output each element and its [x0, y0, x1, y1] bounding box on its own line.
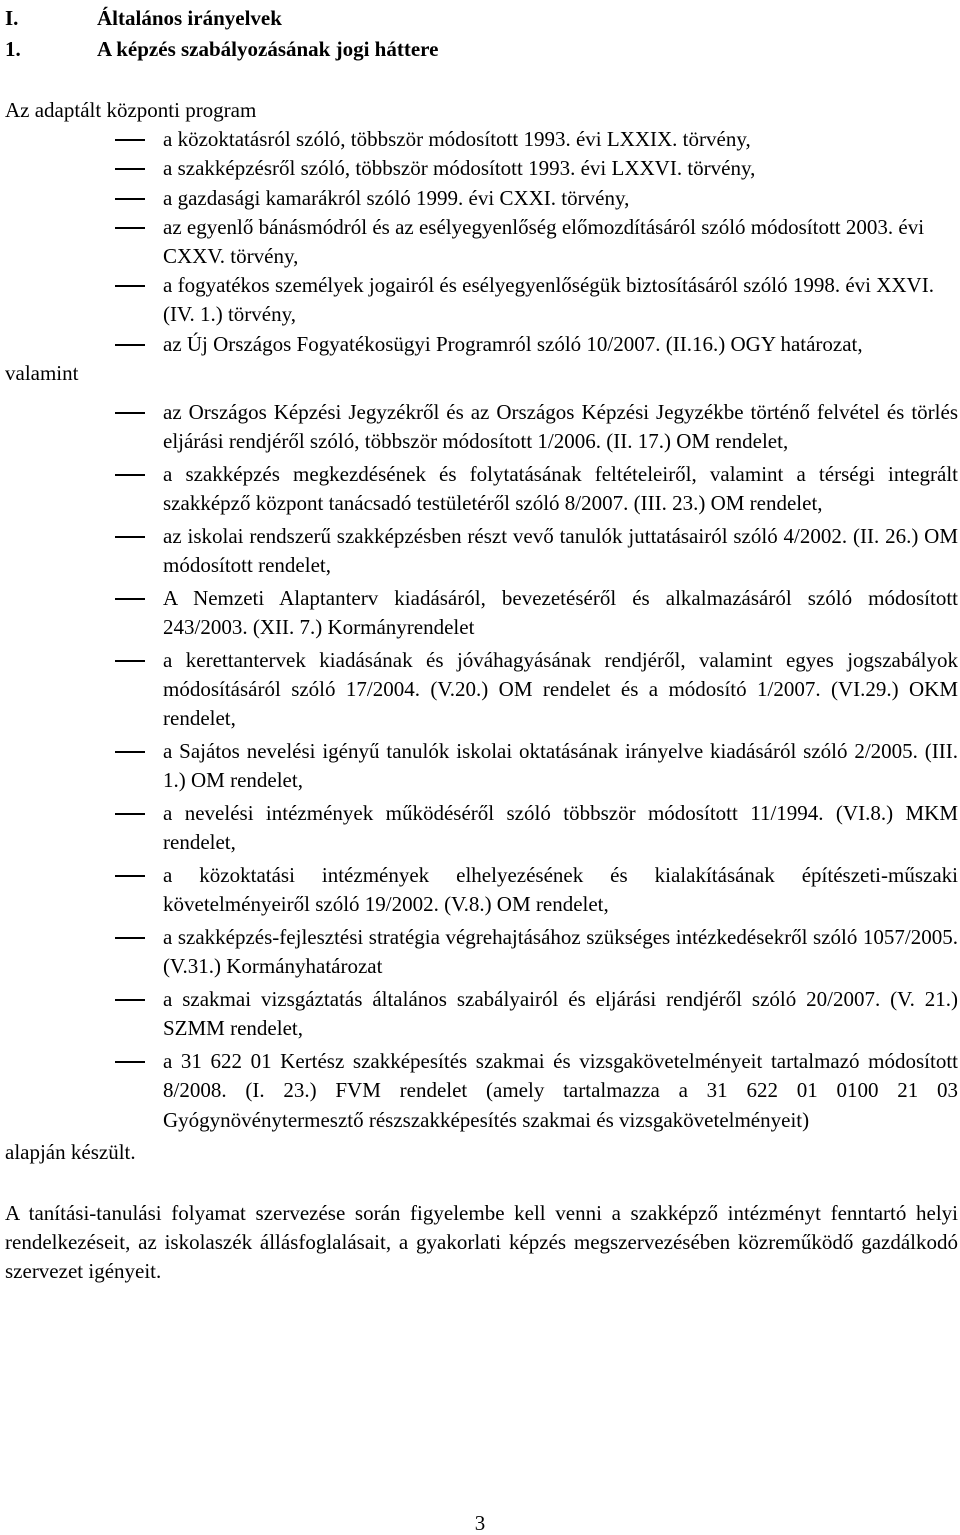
- list-item: [5, 1047, 958, 1135]
- dash-bullet-icon: [115, 536, 145, 538]
- dash-bullet-icon: [115, 660, 145, 662]
- closing-text: alapján készült.: [5, 1140, 136, 1165]
- list-item: [5, 861, 958, 919]
- dash-bullet-icon: [115, 751, 145, 753]
- dash-bullet-icon: [115, 139, 145, 141]
- dash-bullet-icon: [115, 813, 145, 815]
- list-item-text: a 31 622 01 Kertész szakképesítés szakmai és vizsgakövetelményeit tartalmazó módosított 8/2008. (I. 23.) FVM rendelet (amely tartalmazza a 31 622 01 0100 21 03 Gyógynövénytermesztő részszakképesítés szakmai és vizsgakövetelményeit): [163, 1049, 958, 1132]
- list-item-text: az egyenlő bánásmódról és az esélyegyenlőség előmozdításáról szóló módosított 2003. évi CXXV. törvény,: [163, 214, 925, 269]
- list-item: [5, 985, 958, 1043]
- page-number: 3: [474, 1511, 486, 1535]
- list-item: [5, 799, 958, 857]
- list-item-text: az Új Országos Fogyatékosügyi Programról szóló 10/2007. (II.16.) OGY határozat,: [163, 331, 863, 356]
- list-item: [5, 737, 958, 795]
- list-item-text: a szakképzésről szóló, többször módosított 1993. évi LXXVI. törvény,: [163, 156, 756, 181]
- dash-bullet-icon: [115, 412, 145, 414]
- connector-text: valamint: [5, 360, 79, 385]
- list-item-text: a nevelési intézmények működéséről szóló többször módosított 11/1994. (VI.8.) MKM rendelet,: [163, 801, 958, 855]
- dash-bullet-icon: [115, 344, 145, 346]
- dash-bullet-icon: [115, 875, 145, 877]
- list-item-text: a kerettantervek kiadásának és jóváhagyásának rendjéről, valamint egyes jogszabályok módosításáról szóló 17/2004. (V.20.) OM rendelet és a módosító 1/2007. (VI.29.) OKM rendelet,: [163, 648, 958, 731]
- document-page: [5, 3, 958, 1286]
- dash-bullet-icon: [115, 598, 145, 600]
- law-list: [5, 125, 958, 359]
- list-item-text: a közoktatásról szóló, többször módosított 1993. évi LXXIX. törvény,: [163, 127, 751, 152]
- dash-bullet-icon: [115, 474, 145, 476]
- chapter-title: Általános irányelvek: [97, 6, 282, 30]
- section-number: 1.: [5, 37, 21, 61]
- list-item-text: a fogyatékos személyek jogairól és esélyegyenlőségük biztosításáról szóló 1998. évi XXVI. (IV. 1.) törvény,: [163, 273, 934, 327]
- list-item-text: a közoktatási intézmények elhelyezésének és kialakításának építészeti-műszaki követelményeiről szóló 19/2002. (V.8.) OM rendelet,: [163, 863, 958, 917]
- list-item-text: az iskolai rendszerű szakképzésben részt vevő tanulók juttatásairól szóló 4/2002. (II. 26.) OM módosított rendelet,: [163, 524, 958, 578]
- list-item-text: a Sajátos nevelési igényű tanulók iskolai oktatásának irányelve kiadásáról szóló 2/2005. (III. 1.) OM rendelet,: [163, 739, 958, 793]
- body-paragraph: A tanítási-tanulási folyamat szervezése során figyelembe kell venni a szakképző intézményt fenntartó helyi rendelkezéseit, az iskolaszék állásfoglalásait, a gyakorlati képzés megszervezésében közreműködő gazdálkodó szervezet igényeit.: [5, 1200, 958, 1284]
- section-title: A képzés szabályozásának jogi háttere: [97, 37, 439, 61]
- list-item: [5, 184, 958, 213]
- list-item: [5, 522, 958, 580]
- list-item: [5, 125, 958, 154]
- list-item: [5, 398, 958, 456]
- dash-bullet-icon: [115, 1061, 145, 1063]
- list-item: [5, 584, 958, 642]
- list-item-text: az Országos Képzési Jegyzékről és az Országos Képzési Jegyzékbe történő felvétel és törlés eljárási rendjéről szóló, többször módosított 1/2006. (II. 17.) OM rendelet,: [163, 400, 958, 454]
- dash-bullet-icon: [115, 198, 145, 200]
- list-item-text: a gazdasági kamarákról szóló 1999. évi CXXI. törvény,: [163, 185, 630, 210]
- dash-bullet-icon: [115, 168, 145, 170]
- list-item-text: a szakmai vizsgáztatás általános szabályairól és eljárási rendjéről szóló 20/2007. (V. 21.) SZMM rendelet,: [163, 987, 958, 1041]
- list-item: [5, 271, 958, 329]
- list-item-text: a szakképzés-fejlesztési stratégia végrehajtásához szükséges intézkedésekről szóló 1057/2005.(V.31.) Kormányhatározat: [163, 925, 958, 979]
- list-item: [5, 646, 958, 734]
- chapter-number: I.: [5, 6, 19, 30]
- list-item: [5, 330, 958, 359]
- intro-text: Az adaptált központi program: [5, 98, 257, 122]
- list-item-text: a szakképzés megkezdésének és folytatásának feltételeiről, valamint a térségi integrált szakképző központ tanácsadó testületéről szóló 8/2007. (III. 23.) OM rendelet,: [163, 462, 958, 516]
- dash-bullet-icon: [115, 937, 145, 939]
- dash-bullet-icon: [115, 285, 145, 287]
- list-item: [5, 213, 958, 271]
- list-item: [5, 923, 958, 981]
- dash-bullet-icon: [115, 999, 145, 1001]
- dash-bullet-icon: [115, 227, 145, 229]
- list-item-text: A Nemzeti Alaptanterv kiadásáról, bevezetéséről és alkalmazásáról szóló módosított 243/2003. (XII. 7.) Kormányrendelet: [163, 586, 958, 640]
- chapter-heading: [5, 3, 958, 34]
- regulation-list: [5, 398, 958, 1135]
- list-item: [5, 154, 958, 183]
- list-item: [5, 460, 958, 518]
- section-heading: [5, 34, 958, 65]
